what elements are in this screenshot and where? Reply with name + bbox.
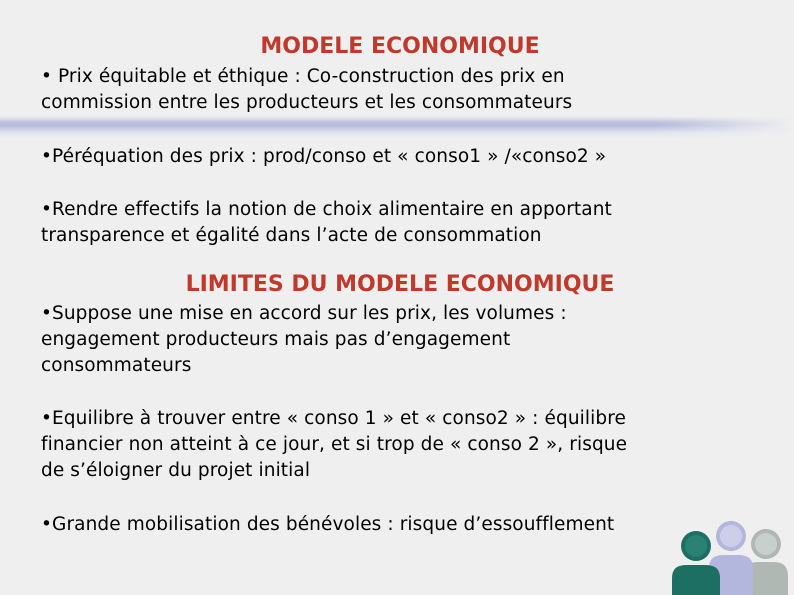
bullet-line: •Equilibre à trouver entre « conso 1 » et « conso2 » : équilibre bbox=[41, 408, 626, 429]
bullet-line: •Grande mobilisation des bénévoles : risque d’essoufflement bbox=[41, 514, 615, 535]
bullet-line: • Prix équitable et éthique : Co-construction des prix en bbox=[41, 66, 565, 87]
section-title-modele-economique: MODELE ECONOMIQUE bbox=[260, 34, 540, 59]
bullet-perequation bbox=[41, 144, 761, 170]
bullet-line: consommateurs bbox=[41, 355, 192, 376]
bullet-equilibre bbox=[41, 406, 786, 484]
bullet-line: •Suppose une mise en accord sur les prix, les volumes : bbox=[41, 303, 567, 324]
people-group-icon bbox=[664, 518, 794, 595]
decorative-stripe-fade bbox=[654, 116, 794, 138]
bullet-line: financier non atteint à ce jour, et si trop de « conso 2 », risque bbox=[41, 434, 628, 455]
bullet-line: engagement producteurs mais pas d’engagement bbox=[41, 329, 511, 350]
section-title-limites: LIMITES DU MODELE ECONOMIQUE bbox=[185, 272, 615, 297]
bullet-line: •Péréquation des prix : prod/conso et « conso1 » /«conso2 » bbox=[41, 146, 607, 167]
bullet-line: transparence et égalité dans l’acte de consommation bbox=[41, 225, 542, 246]
bullet-mise-en-accord bbox=[41, 301, 761, 379]
bullet-line: de s’éloigner du projet initial bbox=[41, 460, 311, 481]
bullet-choix-alimentaire bbox=[41, 197, 761, 249]
bullet-mobilisation bbox=[41, 512, 761, 538]
bullet-prix-equitable bbox=[41, 64, 761, 116]
bullet-line: •Rendre effectifs la notion de choix alimentaire en apportant bbox=[41, 199, 612, 220]
bullet-line: commission entre les producteurs et les consommateurs bbox=[41, 92, 573, 113]
